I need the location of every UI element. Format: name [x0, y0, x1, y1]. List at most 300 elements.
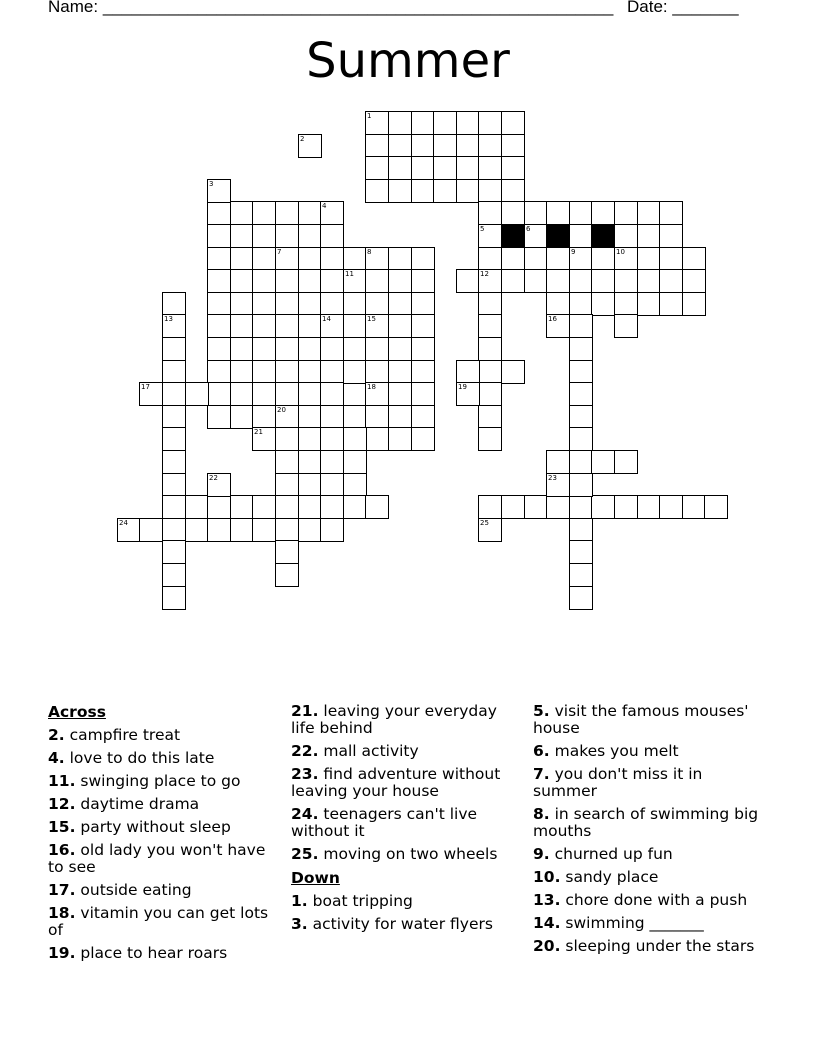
grid-square[interactable]: [207, 495, 231, 519]
grid-square[interactable]: [275, 518, 299, 542]
grid-square[interactable]: [230, 269, 254, 293]
grid-square[interactable]: [343, 337, 367, 361]
grid-square[interactable]: [162, 405, 186, 429]
grid-square[interactable]: [569, 360, 593, 384]
grid-square[interactable]: [365, 495, 389, 519]
grid-square[interactable]: [478, 134, 502, 158]
grid-square[interactable]: [275, 495, 299, 519]
grid-square[interactable]: [388, 156, 412, 180]
clue-across-25: 25. moving on two wheels: [291, 845, 498, 863]
grid-square[interactable]: [546, 247, 570, 271]
clue-across-21: 21. leaving your everyday life behind: [291, 702, 497, 737]
grid-square[interactable]: [365, 382, 389, 406]
clue-down-5: 5. visit the famous mouses' house: [533, 702, 749, 737]
clue-across-12: 12. daytime drama: [48, 795, 200, 813]
grid-square[interactable]: [501, 360, 525, 384]
grid-square[interactable]: [230, 224, 254, 248]
grid-square[interactable]: [411, 179, 435, 203]
grid-square[interactable]: [207, 518, 231, 542]
clue-number-25: 25: [480, 519, 489, 527]
grid-square[interactable]: [637, 292, 661, 316]
across-heading: Across: [48, 703, 106, 721]
puzzle-title: Summer: [306, 33, 510, 89]
grid-square[interactable]: [569, 540, 593, 564]
grid-square[interactable]: [365, 337, 389, 361]
grid-square[interactable]: [162, 360, 186, 384]
grid-square[interactable]: [298, 224, 322, 248]
clue-number-2: 2: [300, 135, 305, 143]
grid-square[interactable]: [388, 269, 412, 293]
grid-square[interactable]: [411, 247, 435, 271]
clue-number-9: 9: [571, 248, 576, 256]
grid-square[interactable]: [659, 224, 683, 248]
grid-square[interactable]: [546, 201, 570, 225]
grid-square[interactable]: [252, 405, 276, 429]
grid-square[interactable]: [275, 450, 299, 474]
down-heading: Down: [291, 869, 340, 887]
grid-square[interactable]: [659, 247, 683, 271]
grid-square[interactable]: [411, 427, 435, 451]
grid-square[interactable]: [252, 518, 276, 542]
grid-square[interactable]: [320, 473, 344, 497]
grid-square[interactable]: [637, 269, 661, 293]
grid-square[interactable]: [162, 314, 186, 338]
grid-square[interactable]: [501, 201, 525, 225]
grid-square[interactable]: [298, 247, 322, 271]
clue-across-16: 16. old lady you won't have to see: [48, 841, 266, 876]
grid-square[interactable]: [659, 495, 683, 519]
grid-square[interactable]: [569, 382, 593, 406]
grid-square[interactable]: [637, 224, 661, 248]
grid-square[interactable]: [320, 518, 344, 542]
grid-square[interactable]: [207, 269, 231, 293]
grid-square[interactable]: [591, 224, 615, 248]
grid-square[interactable]: [162, 292, 186, 316]
grid-square[interactable]: [275, 292, 299, 316]
grid-square[interactable]: [388, 247, 412, 271]
grid-square[interactable]: [569, 337, 593, 361]
grid-square[interactable]: [478, 224, 502, 248]
grid-square[interactable]: [117, 518, 141, 542]
grid-square[interactable]: [591, 269, 615, 293]
grid-square[interactable]: [433, 179, 457, 203]
clue-number-8: 8: [367, 248, 372, 256]
grid-square[interactable]: [591, 292, 615, 316]
grid-square[interactable]: [659, 201, 683, 225]
grid-square[interactable]: [275, 337, 299, 361]
grid-square[interactable]: [365, 360, 389, 384]
clue-number-16: 16: [548, 315, 557, 323]
grid-square[interactable]: [411, 269, 435, 293]
grid-square[interactable]: [275, 201, 299, 225]
grid-square[interactable]: [230, 405, 254, 429]
grid-square[interactable]: [320, 450, 344, 474]
grid-square[interactable]: [614, 247, 638, 271]
grid-square[interactable]: [501, 247, 525, 271]
grid-square[interactable]: [230, 518, 254, 542]
grid-square[interactable]: [569, 450, 593, 474]
grid-square[interactable]: [411, 111, 435, 135]
grid-square[interactable]: [320, 224, 344, 248]
grid-square[interactable]: [275, 473, 299, 497]
grid-block: [546, 224, 570, 248]
grid-square[interactable]: [207, 337, 231, 361]
grid-square[interactable]: [546, 495, 570, 519]
clue-number-22: 22: [209, 474, 218, 482]
grid-square[interactable]: [298, 134, 322, 158]
grid-square[interactable]: [162, 382, 186, 406]
grid-square[interactable]: [207, 360, 231, 384]
grid-square[interactable]: [388, 314, 412, 338]
grid-square[interactable]: [388, 405, 412, 429]
grid-square[interactable]: [275, 563, 299, 587]
grid-square[interactable]: [569, 405, 593, 429]
grid-square[interactable]: [162, 427, 186, 451]
clue-number-17: 17: [141, 383, 150, 391]
grid-square[interactable]: [546, 473, 570, 497]
grid-square[interactable]: [275, 427, 299, 451]
grid-square[interactable]: [365, 156, 389, 180]
grid-square[interactable]: [162, 337, 186, 361]
grid-square[interactable]: [298, 337, 322, 361]
grid-square[interactable]: [252, 269, 276, 293]
grid-square[interactable]: [275, 382, 299, 406]
grid-square[interactable]: [524, 247, 548, 271]
grid-square[interactable]: [614, 292, 638, 316]
clue-number-13: 13: [164, 315, 173, 323]
grid-square[interactable]: [478, 247, 502, 271]
grid-square[interactable]: [682, 495, 706, 519]
grid-square[interactable]: [252, 247, 276, 271]
grid-square[interactable]: [682, 292, 706, 316]
clue-down-14: 14. swimming _______: [533, 914, 704, 932]
grid-square[interactable]: [569, 495, 593, 519]
grid-square[interactable]: [569, 269, 593, 293]
grid-square[interactable]: [637, 495, 661, 519]
grid-square[interactable]: [456, 382, 480, 406]
grid-square[interactable]: [388, 360, 412, 384]
grid-square[interactable]: [456, 360, 480, 384]
grid-square[interactable]: [411, 360, 435, 384]
grid-square[interactable]: [275, 405, 299, 429]
grid-square[interactable]: [207, 201, 231, 225]
grid-square[interactable]: [298, 473, 322, 497]
grid-square[interactable]: [569, 314, 593, 338]
grid-square[interactable]: [343, 450, 367, 474]
grid-square[interactable]: [569, 518, 593, 542]
grid-square[interactable]: [524, 495, 548, 519]
grid-square[interactable]: [162, 473, 186, 497]
grid-square[interactable]: [365, 134, 389, 158]
grid-square[interactable]: [411, 337, 435, 361]
grid-square[interactable]: [185, 382, 209, 406]
grid-square[interactable]: [230, 292, 254, 316]
grid-square[interactable]: [298, 450, 322, 474]
clue-number-7: 7: [277, 248, 282, 256]
grid-square[interactable]: [139, 382, 163, 406]
grid-square[interactable]: [252, 201, 276, 225]
grid-square[interactable]: [320, 337, 344, 361]
grid-square[interactable]: [230, 201, 254, 225]
grid-square[interactable]: [569, 427, 593, 451]
grid-square[interactable]: [320, 360, 344, 384]
grid-square[interactable]: [365, 427, 389, 451]
grid-square[interactable]: [411, 314, 435, 338]
date-label: Date:: [627, 0, 668, 16]
grid-square[interactable]: [411, 292, 435, 316]
grid-square[interactable]: [298, 495, 322, 519]
grid-square[interactable]: [388, 111, 412, 135]
clue-down-8: 8. in search of swimming big mouths: [533, 805, 759, 840]
grid-square[interactable]: [501, 495, 525, 519]
clue-number-12: 12: [480, 270, 489, 278]
grid-square[interactable]: [456, 156, 480, 180]
grid-square[interactable]: [320, 292, 344, 316]
clue-across-4: 4. love to do this late: [48, 749, 215, 767]
grid-square[interactable]: [230, 382, 254, 406]
grid-square[interactable]: [569, 224, 593, 248]
grid-square[interactable]: [456, 179, 480, 203]
grid-square[interactable]: [591, 247, 615, 271]
grid-square[interactable]: [343, 269, 367, 293]
grid-square[interactable]: [614, 201, 638, 225]
grid-square[interactable]: [298, 292, 322, 316]
grid-square[interactable]: [433, 111, 457, 135]
grid-square[interactable]: [185, 518, 209, 542]
grid-square[interactable]: [614, 314, 638, 338]
grid-square[interactable]: [569, 201, 593, 225]
clue-down-7: 7. you don't miss it in summer: [533, 765, 703, 800]
grid-square[interactable]: [365, 111, 389, 135]
grid-square[interactable]: [388, 134, 412, 158]
grid-square[interactable]: [275, 269, 299, 293]
grid-square[interactable]: [614, 269, 638, 293]
grid-square[interactable]: [162, 563, 186, 587]
grid-square[interactable]: [478, 292, 502, 316]
grid-square[interactable]: [501, 156, 525, 180]
grid-square[interactable]: [343, 247, 367, 271]
grid-square[interactable]: [524, 224, 548, 248]
clue-number-20: 20: [277, 406, 286, 414]
clue-down-20: 20. sleeping under the stars: [533, 937, 755, 955]
grid-square[interactable]: [591, 450, 615, 474]
grid-square[interactable]: [365, 405, 389, 429]
grid-square[interactable]: [501, 111, 525, 135]
grid-square[interactable]: [456, 111, 480, 135]
grid-square[interactable]: [591, 201, 615, 225]
grid-square[interactable]: [478, 314, 502, 338]
grid-square[interactable]: [275, 360, 299, 384]
grid-square[interactable]: [252, 360, 276, 384]
grid-square[interactable]: [207, 224, 231, 248]
grid-square[interactable]: [298, 382, 322, 406]
grid-square[interactable]: [320, 427, 344, 451]
grid-square[interactable]: [207, 314, 231, 338]
grid-square[interactable]: [524, 201, 548, 225]
grid-square[interactable]: [230, 247, 254, 271]
grid-square[interactable]: [569, 473, 593, 497]
grid-square[interactable]: [343, 314, 367, 338]
grid-square[interactable]: [320, 201, 344, 225]
grid-square[interactable]: [139, 518, 163, 542]
grid-square[interactable]: [478, 179, 502, 203]
date-blank[interactable]: _______: [672, 0, 739, 16]
grid-square[interactable]: [162, 518, 186, 542]
grid-square[interactable]: [343, 382, 367, 406]
grid-square[interactable]: [298, 201, 322, 225]
clue-number-5: 5: [480, 225, 485, 233]
grid-square[interactable]: [365, 179, 389, 203]
grid-square[interactable]: [433, 156, 457, 180]
grid-square[interactable]: [343, 360, 367, 384]
clue-number-11: 11: [345, 270, 354, 278]
grid-square[interactable]: [546, 269, 570, 293]
grid-square[interactable]: [388, 179, 412, 203]
grid-square[interactable]: [411, 134, 435, 158]
grid-square[interactable]: [320, 405, 344, 429]
grid-square[interactable]: [162, 540, 186, 564]
grid-square[interactable]: [298, 269, 322, 293]
grid-square[interactable]: [569, 586, 593, 610]
clue-down-13: 13. chore done with a push: [533, 891, 748, 909]
name-blank[interactable]: ______________________________________________________: [102, 0, 614, 16]
grid-square[interactable]: [298, 314, 322, 338]
grid-square[interactable]: [298, 427, 322, 451]
grid-square[interactable]: [478, 156, 502, 180]
grid-square[interactable]: [478, 427, 502, 451]
clue-number-19: 19: [458, 383, 467, 391]
clue-number-18: 18: [367, 383, 376, 391]
grid-square[interactable]: [298, 360, 322, 384]
grid-square[interactable]: [411, 405, 435, 429]
grid-square[interactable]: [252, 224, 276, 248]
grid-square[interactable]: [614, 224, 638, 248]
grid-square[interactable]: [207, 179, 231, 203]
clue-across-15: 15. party without sleep: [48, 818, 231, 836]
grid-square[interactable]: [411, 382, 435, 406]
grid-square[interactable]: [456, 134, 480, 158]
grid-square[interactable]: [433, 134, 457, 158]
grid-square[interactable]: [162, 450, 186, 474]
grid-square[interactable]: [478, 518, 502, 542]
grid-square[interactable]: [230, 337, 254, 361]
grid-square[interactable]: [524, 269, 548, 293]
grid-square[interactable]: [614, 450, 638, 474]
grid-square[interactable]: [298, 405, 322, 429]
grid-square[interactable]: [478, 382, 502, 406]
grid-square[interactable]: [207, 473, 231, 497]
grid-square[interactable]: [388, 292, 412, 316]
grid-square[interactable]: [185, 495, 209, 519]
grid-square[interactable]: [343, 427, 367, 451]
grid-square[interactable]: [478, 201, 502, 225]
grid-square[interactable]: [275, 247, 299, 271]
grid-square[interactable]: [320, 247, 344, 271]
grid-square[interactable]: [343, 495, 367, 519]
grid-square[interactable]: [320, 495, 344, 519]
grid-square[interactable]: [569, 247, 593, 271]
grid-square[interactable]: [411, 156, 435, 180]
grid-square[interactable]: [320, 382, 344, 406]
grid-square[interactable]: [478, 337, 502, 361]
clue-column-2: [291, 703, 523, 939]
grid-square[interactable]: [343, 473, 367, 497]
grid-square[interactable]: [501, 269, 525, 293]
grid-square[interactable]: [591, 495, 615, 519]
grid-square[interactable]: [207, 405, 231, 429]
grid-square[interactable]: [320, 314, 344, 338]
grid-square[interactable]: [456, 269, 480, 293]
grid-square[interactable]: [546, 292, 570, 316]
grid-square[interactable]: [252, 427, 276, 451]
grid-square[interactable]: [365, 247, 389, 271]
grid-square[interactable]: [682, 269, 706, 293]
grid-square[interactable]: [162, 586, 186, 610]
grid-square[interactable]: [207, 382, 231, 406]
clue-down-6: 6. makes you melt: [533, 742, 679, 760]
grid-square[interactable]: [478, 360, 502, 384]
grid-square[interactable]: [501, 179, 525, 203]
grid-square[interactable]: [252, 382, 276, 406]
grid-square[interactable]: [569, 292, 593, 316]
grid-square[interactable]: [207, 292, 231, 316]
grid-square[interactable]: [637, 247, 661, 271]
grid-square[interactable]: [230, 495, 254, 519]
grid-square[interactable]: [614, 495, 638, 519]
clue-number-1: 1: [367, 112, 372, 120]
grid-square[interactable]: [546, 450, 570, 474]
grid-square[interactable]: [275, 540, 299, 564]
grid-square[interactable]: [230, 314, 254, 338]
grid-square[interactable]: [478, 405, 502, 429]
clue-across-18: 18. vitamin you can get lots of: [48, 904, 269, 939]
grid-square[interactable]: [704, 495, 728, 519]
grid-square[interactable]: [230, 360, 254, 384]
grid-square[interactable]: [320, 269, 344, 293]
grid-square[interactable]: [388, 382, 412, 406]
clue-down-3: 3. activity for water flyers: [291, 915, 493, 933]
grid-square[interactable]: [207, 247, 231, 271]
grid-square[interactable]: [478, 495, 502, 519]
grid-square[interactable]: [388, 427, 412, 451]
grid-square[interactable]: [343, 292, 367, 316]
grid-square[interactable]: [298, 518, 322, 542]
grid-square[interactable]: [637, 201, 661, 225]
grid-square[interactable]: [252, 495, 276, 519]
grid-square[interactable]: [478, 111, 502, 135]
grid-square[interactable]: [388, 337, 412, 361]
grid-square[interactable]: [275, 314, 299, 338]
grid-square[interactable]: [569, 563, 593, 587]
grid-square[interactable]: [682, 247, 706, 271]
grid-square[interactable]: [275, 224, 299, 248]
grid-square[interactable]: [365, 292, 389, 316]
grid-square[interactable]: [478, 269, 502, 293]
grid-square[interactable]: [501, 134, 525, 158]
grid-square[interactable]: [252, 292, 276, 316]
clue-across-19: 19. place to hear roars: [48, 944, 228, 962]
grid-square[interactable]: [659, 292, 683, 316]
grid-square[interactable]: [162, 495, 186, 519]
clue-across-24: 24. teenagers can't live without it: [291, 805, 478, 840]
clue-down-1: 1. boat tripping: [291, 892, 413, 910]
grid-square[interactable]: [365, 269, 389, 293]
grid-square[interactable]: [252, 337, 276, 361]
grid-square[interactable]: [659, 269, 683, 293]
grid-square[interactable]: [546, 314, 570, 338]
grid-square[interactable]: [365, 314, 389, 338]
grid-square[interactable]: [252, 314, 276, 338]
